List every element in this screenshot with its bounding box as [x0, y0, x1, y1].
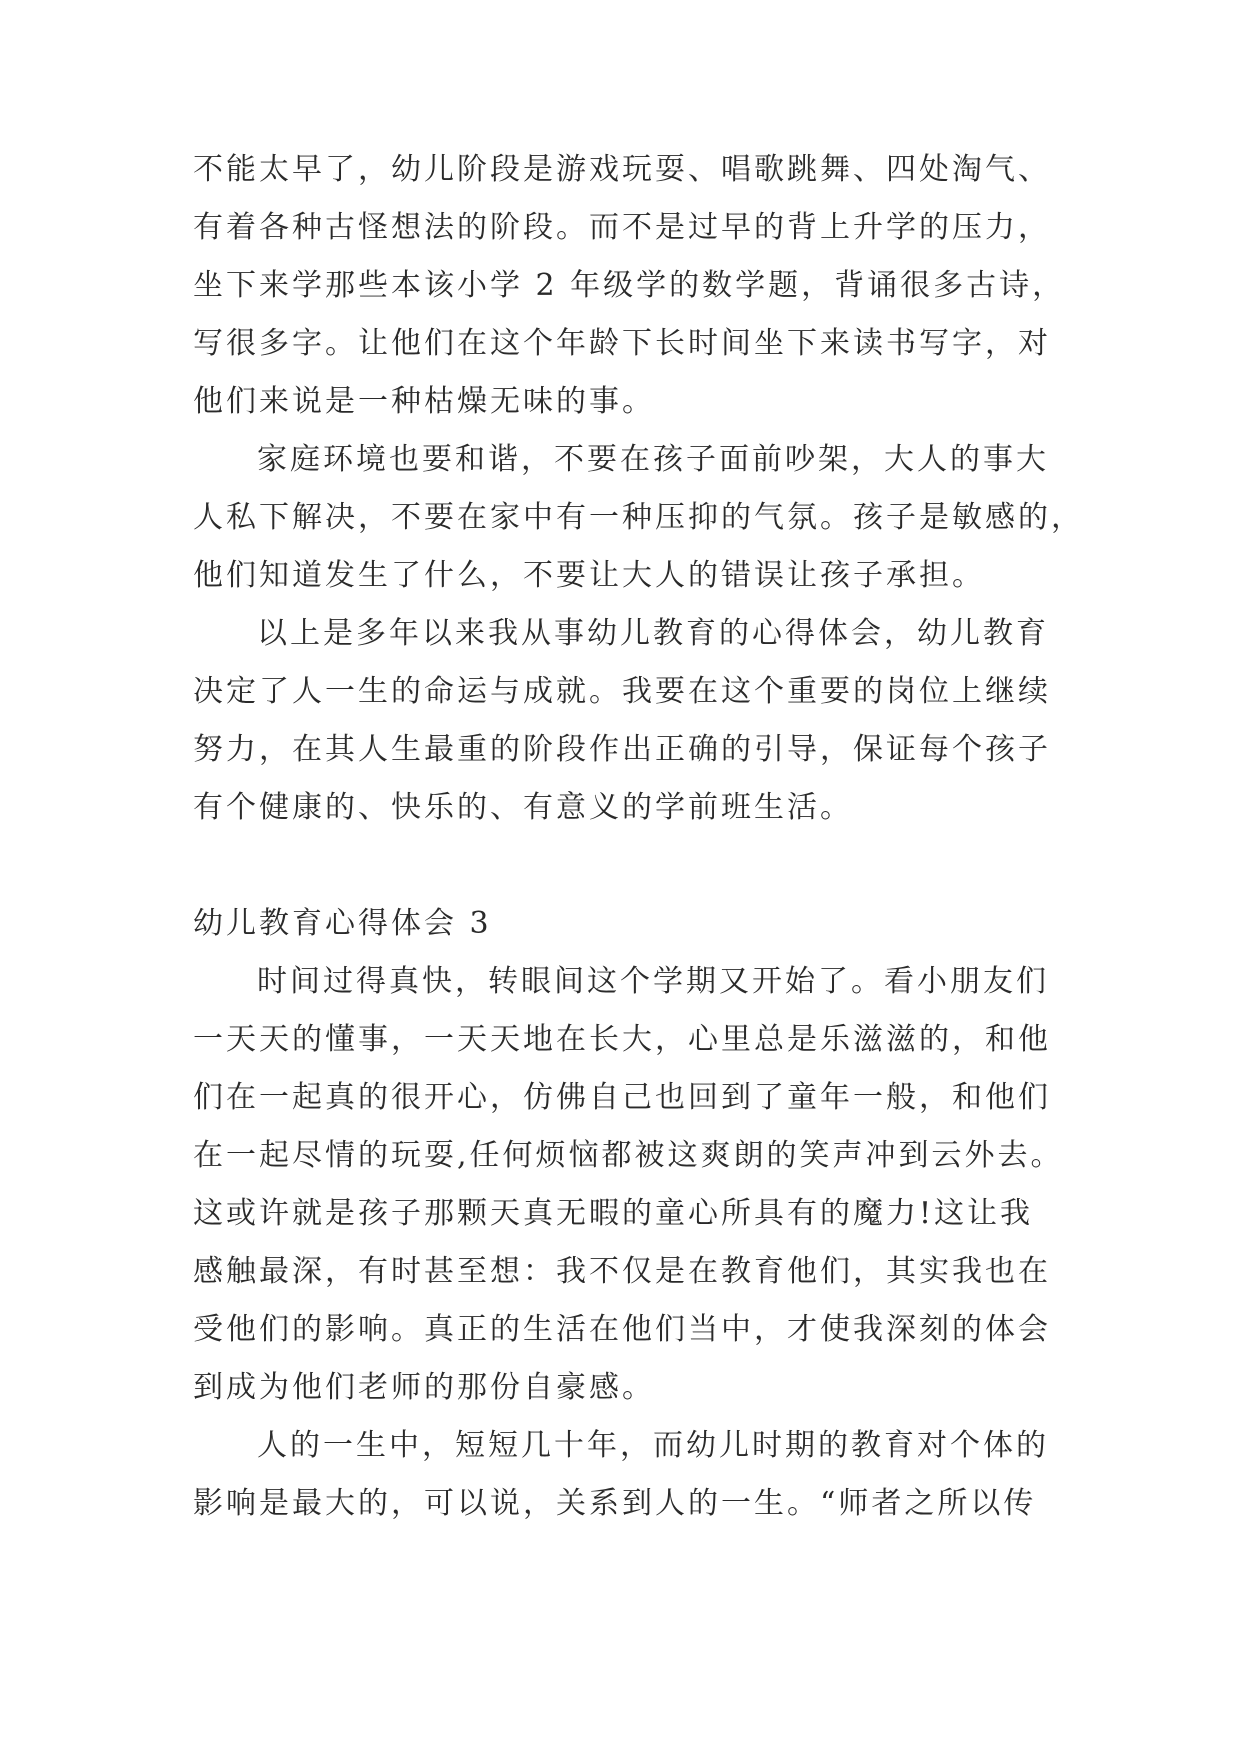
paragraph-3-line-4: 有个健康的、快乐的、有意义的学前班生活。 [193, 790, 853, 825]
section-paragraph-1-line-2: 一天天的懂事，一天天地在长大，心里总是乐滋滋的，和他 [193, 1022, 1051, 1057]
paragraph-3-line-1: 以上是多年以来我从事幼儿教育的心得体会，幼儿教育 [257, 616, 1049, 651]
paragraph-3-line-2: 决定了人一生的命运与成就。我要在这个重要的岗位上继续 [193, 674, 1051, 709]
section-paragraph-1-line-4: 在一起尽情的玩耍,任何烦恼都被这爽朗的笑声冲到云外去。 [193, 1138, 1064, 1173]
paragraph-2-line-3: 他们知道发生了什么，不要让大人的错误让孩子承担。 [193, 558, 985, 593]
paragraph-1-line-3: 坐下来学那些本该小学 2 年级学的数学题，背诵很多古诗， [193, 268, 1066, 303]
section-paragraph-1-line-3: 们在一起真的很开心，仿佛自己也回到了童年一般，和他们 [193, 1080, 1051, 1115]
section-paragraph-2-line-2: 影响是最大的，可以说，关系到人的一生。“师者之所以传 [193, 1486, 1037, 1521]
paragraph-1-line-4: 写很多字。让他们在这个年龄下长时间坐下来读书写字，对 [193, 326, 1051, 361]
section-paragraph-1-line-1: 时间过得真快，转眼间这个学期又开始了。看小朋友们 [257, 964, 1049, 999]
paragraph-2-line-2: 人私下解决，不要在家中有一种压抑的气氛。孩子是敏感的， [193, 500, 1084, 535]
section-title: 幼儿教育心得体会 3 [193, 906, 492, 941]
section-paragraph-2-line-1: 人的一生中，短短几十年，而幼儿时期的教育对个体的 [257, 1428, 1049, 1463]
paragraph-1-line-1: 不能太早了，幼儿阶段是游戏玩耍、唱歌跳舞、四处淘气、 [193, 152, 1051, 187]
paragraph-1-line-5: 他们来说是一种枯燥无味的事。 [193, 384, 655, 419]
section-paragraph-1-line-5: 这或许就是孩子那颗天真无暇的童心所具有的魔力!这让我 [193, 1196, 1034, 1231]
section-paragraph-1-line-8: 到成为他们老师的那份自豪感。 [193, 1370, 655, 1405]
paragraph-1-line-2: 有着各种古怪想法的阶段。而不是过早的背上升学的压力， [193, 210, 1051, 245]
paragraph-3-line-3: 努力，在其人生最重的阶段作出正确的引导，保证每个孩子 [193, 732, 1051, 767]
paragraph-2-line-1: 家庭环境也要和谐，不要在孩子面前吵架，大人的事大 [257, 442, 1049, 477]
section-paragraph-1-line-6: 感触最深，有时甚至想：我不仅是在教育他们，其实我也在 [193, 1254, 1051, 1289]
section-paragraph-1-line-7: 受他们的影响。真正的生活在他们当中，才使我深刻的体会 [193, 1312, 1051, 1347]
